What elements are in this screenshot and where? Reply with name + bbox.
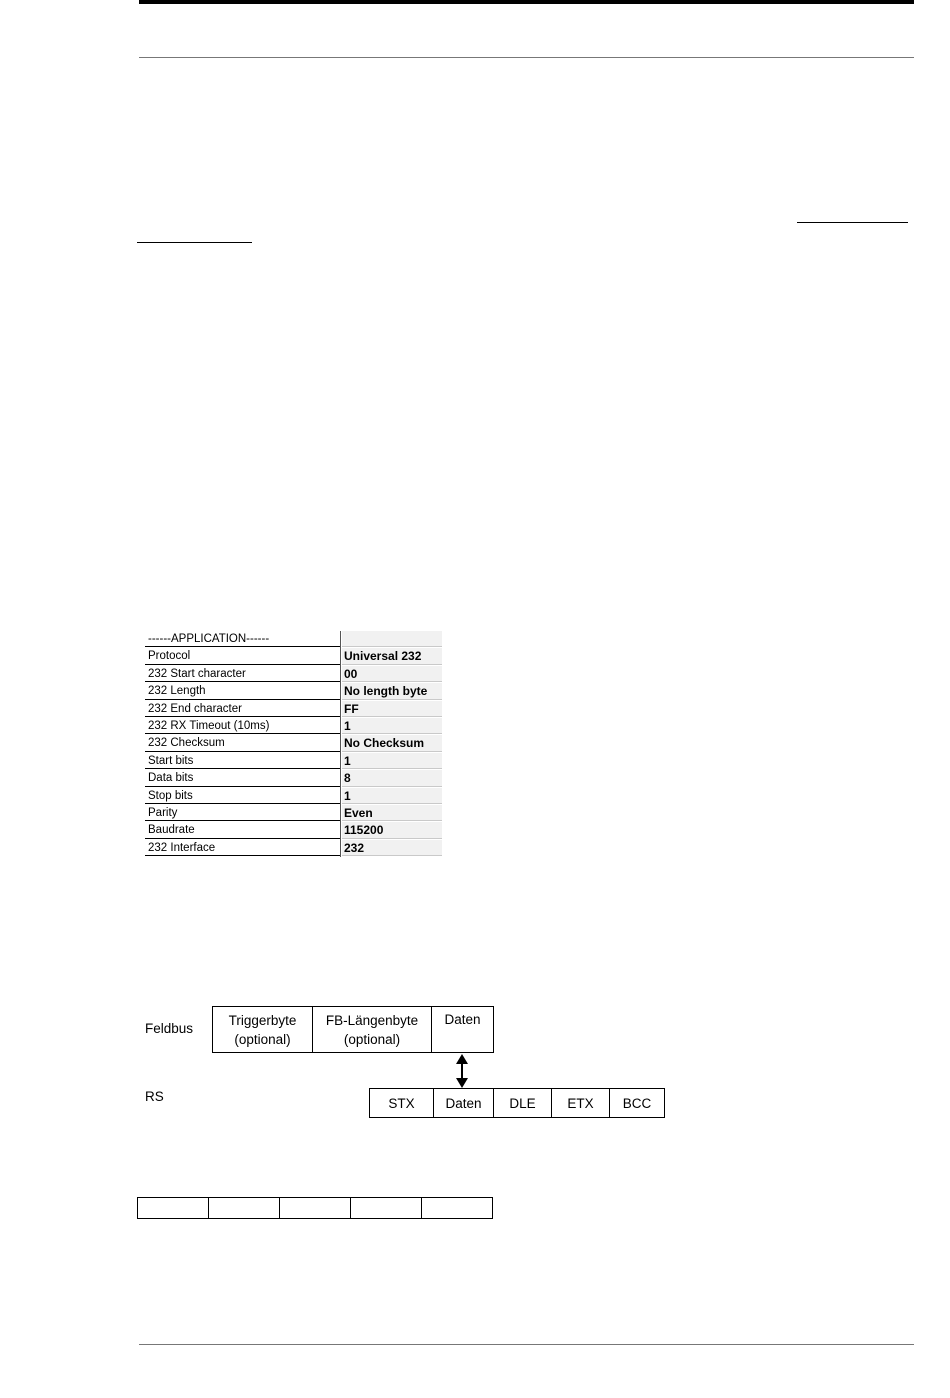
parameter-value[interactable]: 232 [342,840,442,856]
parameter-value[interactable]: No Checksum [342,735,442,751]
rs-field-stx: STX [369,1088,434,1118]
empty-table [137,1197,493,1219]
parameter-key: 232 RX Timeout (10ms) [145,718,340,734]
parameter-value[interactable]: 1 [342,788,442,804]
parameter-key: 232 Length [145,683,340,699]
parameter-row[interactable] [145,840,442,857]
parameter-value[interactable]: Even [342,805,442,821]
parameter-value[interactable]: No length byte [342,683,442,699]
parameter-value[interactable]: 8 [342,770,442,786]
parameter-column-divider [340,631,341,857]
field-line-1: Triggerbyte [228,1012,297,1028]
parameter-key: Data bits [145,770,340,786]
parameter-table-header [145,631,442,648]
parameter-header-label: ------APPLICATION------ [145,631,340,647]
parameter-key: Baudrate [145,822,340,838]
parameter-row[interactable] [145,788,442,805]
link-underline[interactable] [797,222,908,223]
parameter-key: 232 Start character [145,666,340,682]
parameter-value[interactable]: 1 [342,753,442,769]
parameter-row[interactable] [145,753,442,770]
parameter-value[interactable]: 1 [342,718,442,734]
parameter-row[interactable] [145,735,442,752]
parameter-key: Protocol [145,648,340,664]
rs-label: RS [145,1089,164,1104]
parameter-value[interactable]: Universal 232 [342,648,442,664]
field-line-2: (optional) [234,1031,291,1047]
footer-rule [139,1344,914,1345]
parameter-key: Parity [145,805,340,821]
parameter-row[interactable] [145,805,442,822]
feldbus-field-triggerbyte [212,1006,313,1053]
rs-field-bcc: BCC [609,1088,665,1118]
header-divider [139,57,914,58]
parameter-row[interactable] [145,718,442,735]
parameter-row[interactable] [145,666,442,683]
parameter-value[interactable]: 115200 [342,822,442,838]
empty-table-cell [137,1197,209,1219]
field-line-1: FB-Längenbyte [325,1012,419,1028]
rs-field-dle: DLE [493,1088,552,1118]
parameter-key: 232 Checksum [145,735,340,751]
parameter-key: Stop bits [145,788,340,804]
parameter-table [145,631,442,857]
bidirectional-arrow-icon [452,1053,472,1089]
parameter-key: Start bits [145,753,340,769]
parameter-row[interactable] [145,822,442,839]
parameter-row[interactable] [145,648,442,665]
parameter-key: 232 End character [145,701,340,717]
rs-field-daten: Daten [433,1088,494,1118]
parameter-value[interactable]: FF [342,701,442,717]
empty-table-cell [421,1197,493,1219]
field-line-1: Daten [444,1012,481,1027]
feldbus-label: Feldbus [145,1021,194,1036]
empty-table-cell [208,1197,280,1219]
parameter-header-value [342,631,442,647]
feldbus-field-length [312,1006,432,1053]
field-line-2: (optional) [343,1031,401,1047]
rs-field-etx: ETX [551,1088,610,1118]
empty-table-cell [350,1197,422,1219]
empty-table-cell [279,1197,351,1219]
link-underline-continued[interactable] [137,242,252,243]
parameter-value[interactable]: 00 [342,666,442,682]
parameter-row[interactable] [145,770,442,787]
header-rule [139,0,914,4]
parameter-row[interactable] [145,683,442,700]
parameter-key: 232 Interface [145,840,340,856]
parameter-row[interactable] [145,701,442,718]
feldbus-field-daten [431,1006,494,1053]
